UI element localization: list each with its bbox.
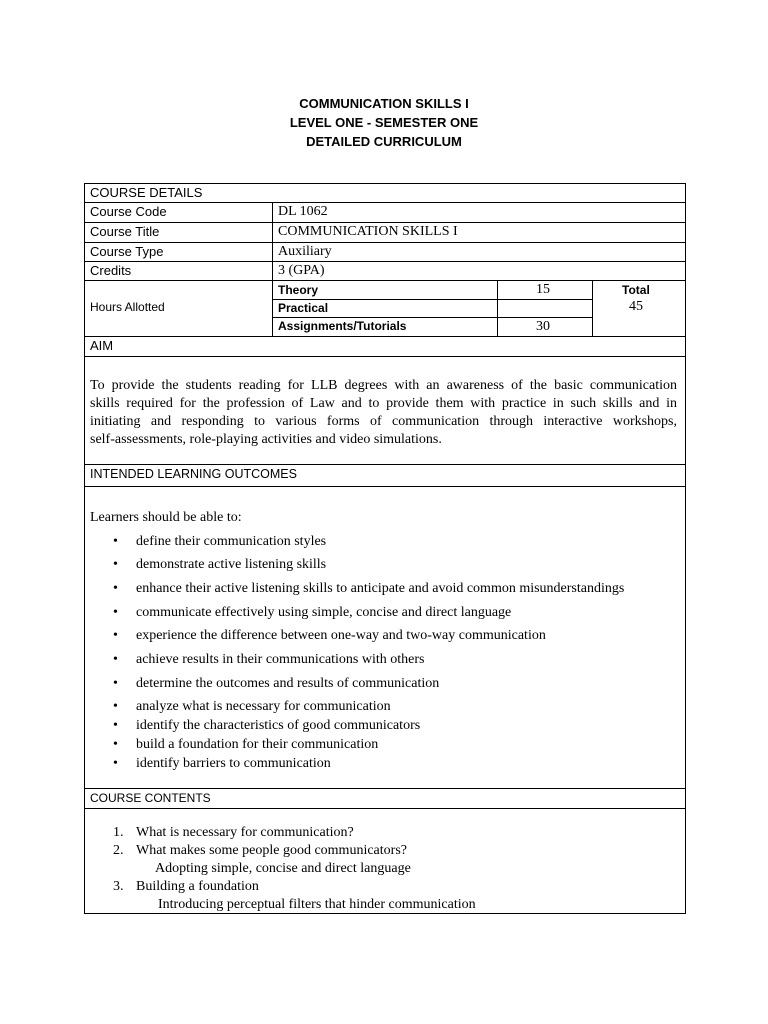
- title-line-1: COMMUNICATION SKILLS I: [299, 96, 469, 111]
- document-title: [0, 94, 768, 151]
- aim-line-1: To provide the students reading for LLB degrees with an awareness of the basic communication: [90, 378, 677, 393]
- table-border-bottom: [84, 913, 686, 914]
- course-code-value: DL 1062: [278, 204, 328, 219]
- row-divider: [84, 280, 686, 281]
- table-border-top: [84, 183, 686, 184]
- course-title-label: Course Title: [90, 224, 160, 239]
- list-subitem: Adopting simple, concise and direct language: [155, 861, 411, 876]
- credits-value: 3 (GPA): [278, 263, 325, 278]
- aim-line-2: skills required for the profession of Law and to provide them with practice in such skills and in: [90, 396, 677, 411]
- title-line-2: LEVEL ONE - SEMESTER ONE: [289, 115, 479, 130]
- course-type-label: Course Type: [90, 244, 164, 259]
- aim-paragraph: [90, 377, 677, 449]
- table-border-left: [84, 183, 85, 914]
- credits-label: Credits: [90, 263, 132, 278]
- aim-heading: AIM: [90, 338, 114, 353]
- row-divider: [84, 356, 686, 357]
- row-divider: [84, 486, 686, 487]
- hours-allotted-label: Hours Allotted: [90, 300, 165, 314]
- theory-hours-value: 15: [536, 282, 550, 297]
- list-item: 1. What is necessary for communication?: [113, 825, 354, 840]
- row-divider: [84, 808, 686, 809]
- row-divider: [84, 222, 686, 223]
- course-title-value: COMMUNICATION SKILLS I: [278, 224, 458, 239]
- course-details-heading: COURSE DETAILS: [90, 185, 203, 200]
- aim-line-4: self-assessments, role-playing activities and video simulations.: [90, 432, 442, 447]
- row-divider: [84, 202, 686, 203]
- outcomes-heading: INTENDED LEARNING OUTCOMES: [90, 467, 297, 481]
- column-divider: [497, 280, 498, 336]
- course-code-label: Course Code: [90, 204, 167, 219]
- course-type-value: Auxiliary: [278, 244, 332, 259]
- practical-label: Practical: [278, 301, 329, 315]
- row-divider: [272, 299, 592, 300]
- assignments-hours-value: 30: [536, 319, 550, 334]
- course-contents-heading: COURSE CONTENTS: [90, 791, 211, 805]
- total-hours-value: 45: [629, 299, 643, 314]
- row-divider: [84, 261, 686, 262]
- list-item: 3. Building a foundation: [113, 879, 259, 894]
- total-label: Total: [622, 283, 650, 297]
- column-divider: [272, 202, 273, 336]
- list-item: 2. What makes some people good communicators?: [113, 843, 407, 858]
- outcomes-intro: Learners should be able to:: [90, 510, 242, 525]
- table-border-right: [685, 183, 686, 914]
- title-line-3: DETAILED CURRICULUM: [306, 134, 462, 149]
- list-subitem: Introducing perceptual filters that hinder communication: [158, 897, 476, 912]
- theory-label: Theory: [278, 283, 319, 297]
- column-divider: [592, 280, 593, 336]
- row-divider: [84, 336, 686, 337]
- aim-line-3: initiating and responding to various forms of communication through interactive workshops,: [90, 414, 677, 429]
- row-divider: [84, 464, 686, 465]
- row-divider: [272, 317, 592, 318]
- assignments-label: Assignments/Tutorials: [278, 319, 407, 333]
- row-divider: [84, 242, 686, 243]
- row-divider: [84, 788, 686, 789]
